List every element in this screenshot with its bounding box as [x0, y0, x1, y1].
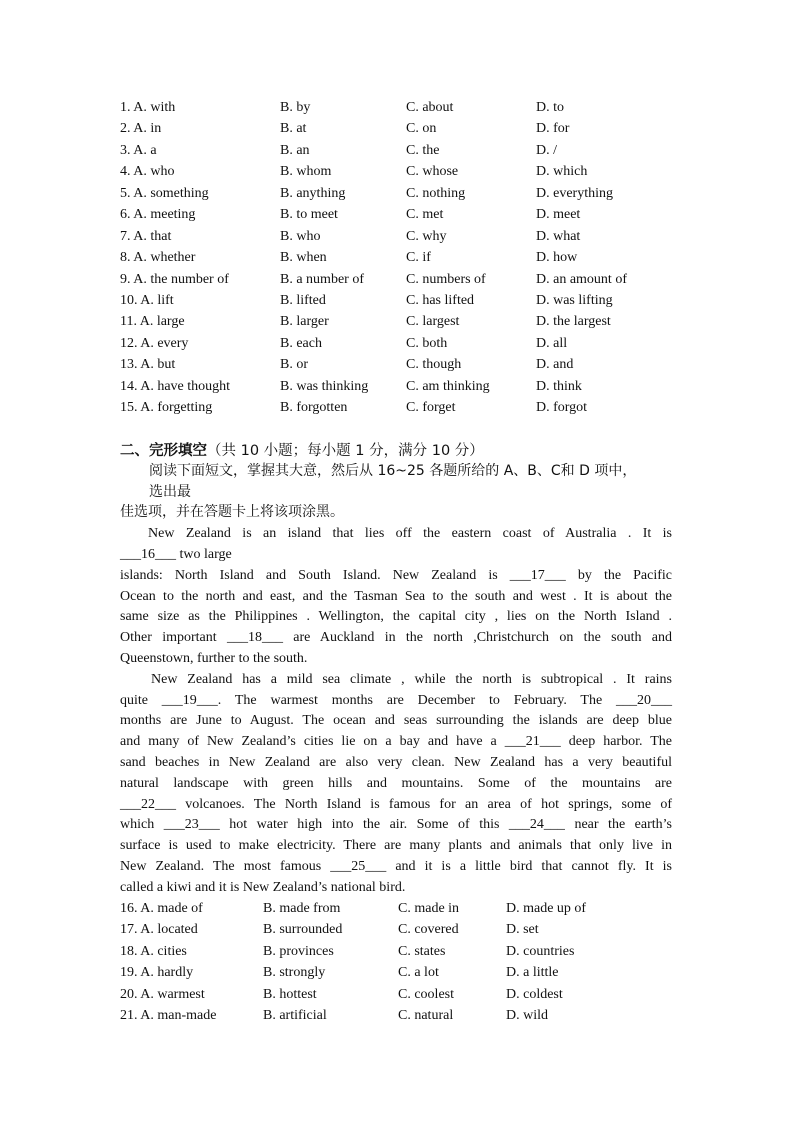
passage-line: months are June to August. The ocean and seas surrounding the islands are deep blue — [120, 713, 672, 728]
passage-line: surface is used to make electricity. There are many plants and animals that only live in — [120, 838, 672, 853]
option-c: C. if — [406, 250, 431, 265]
option-a: 17. A. located — [120, 922, 198, 937]
passage-line: Other important ___18___ are Auckland in the north ,Christchurch on the south and — [120, 630, 672, 645]
option-b: B. by — [280, 100, 311, 115]
option-b: B. strongly — [263, 965, 326, 980]
passage-line: ___16___ two large — [120, 547, 232, 562]
option-b: B. surrounded — [263, 922, 343, 937]
option-c: C. both — [406, 336, 448, 351]
option-a: 13. A. but — [120, 357, 176, 372]
option-a: 21. A. man-made — [120, 1008, 217, 1023]
option-d: D. for — [536, 121, 570, 136]
option-b: B. or — [280, 357, 308, 372]
passage-line: natural landscape with green hills and mountains. Some of the mountains are — [120, 776, 672, 791]
question-options-row — [120, 226, 680, 247]
option-b: B. at — [280, 121, 307, 136]
option-a: 10. A. lift — [120, 293, 174, 308]
question-options-row — [120, 97, 680, 118]
question-options-row — [120, 1005, 680, 1026]
passage-line: called a kiwi and it is New Zealand’s national bird. — [120, 880, 406, 895]
question-options-row — [120, 311, 680, 332]
passage-line: New Zealand has a mild sea climate , while the north is subtropical . It rains — [151, 672, 672, 687]
option-b: B. to meet — [280, 207, 338, 222]
question-options-row — [120, 919, 680, 940]
option-b: B. each — [280, 336, 322, 351]
passage-line: and many of New Zealand’s cities lie on a bay and have a ___21___ deep harbor. The — [120, 734, 672, 749]
option-d: D. think — [536, 379, 582, 394]
option-c: C. whose — [406, 164, 459, 179]
option-b: B. was thinking — [280, 379, 369, 394]
option-a: 7. A. that — [120, 229, 172, 244]
question-options-row — [120, 140, 680, 161]
option-a: 19. A. hardly — [120, 965, 194, 980]
option-d: D. coldest — [506, 987, 563, 1002]
option-d: D. set — [506, 922, 539, 937]
question-options-row — [120, 118, 680, 139]
option-a: 4. A. who — [120, 164, 175, 179]
option-c: C. has lifted — [406, 293, 475, 308]
option-a: 11. A. large — [120, 314, 185, 329]
option-c: C. made in — [398, 901, 460, 916]
option-c: C. nothing — [406, 186, 466, 201]
passage-line: New Zealand. The most famous ___25___ and it is a little bird that cannot fly. It is — [120, 859, 672, 874]
option-d: D. a little — [506, 965, 559, 980]
passage-line: Queenstown, further to the south. — [120, 651, 308, 666]
option-c: C. though — [406, 357, 462, 372]
question-options-row — [120, 397, 680, 418]
question-options-row — [120, 898, 680, 919]
option-d: D. the largest — [536, 314, 611, 329]
option-b: B. anything — [280, 186, 346, 201]
option-a: 16. A. made of — [120, 901, 203, 916]
option-b: B. lifted — [280, 293, 326, 308]
option-c: C. why — [406, 229, 447, 244]
passage-line: which ___23___ hot water high into the air. Some of this ___24___ near the earth’s — [120, 817, 672, 832]
option-d: D. made up of — [506, 901, 587, 916]
option-d: D. what — [536, 229, 581, 244]
option-d: D. everything — [536, 186, 613, 201]
option-a: 12. A. every — [120, 336, 189, 351]
question-options-row — [120, 290, 680, 311]
passage-line: islands: North Island and South Island. New Zealand is ___17___ by the Pacific — [120, 568, 672, 583]
option-c: C. forget — [406, 400, 456, 415]
option-b: B. when — [280, 250, 327, 265]
question-options-row — [120, 376, 680, 397]
option-a: 2. A. in — [120, 121, 162, 136]
option-a: 14. A. have thought — [120, 379, 231, 394]
option-d: D. wild — [506, 1008, 548, 1023]
option-d: D. / — [536, 143, 557, 158]
option-d: D. how — [536, 250, 578, 265]
option-b: B. artificial — [263, 1008, 327, 1023]
option-d: D. an amount of — [536, 272, 627, 287]
option-a: 18. A. cities — [120, 944, 187, 959]
section-heading — [120, 440, 484, 462]
option-c: C. a lot — [398, 965, 439, 980]
option-d: D. was lifting — [536, 293, 613, 308]
option-b: B. larger — [280, 314, 329, 329]
passage-line: New Zealand is an island that lies off the eastern coast of Australia . It is — [148, 526, 672, 541]
option-b: B. a number of — [280, 272, 364, 287]
instructions-line: 阅读下面短文，掌握其大意，然后从 16~25 各题所给的 A、B、C和 D 项中， — [149, 463, 637, 479]
option-a: 15. A. forgetting — [120, 400, 213, 415]
option-c: C. met — [406, 207, 444, 222]
option-a: 3. A. a — [120, 143, 157, 158]
question-options-row — [120, 161, 680, 182]
instructions-line: 佳选项，并在答题卡上将该项涂黑。 — [120, 504, 344, 520]
option-b: B. whom — [280, 164, 332, 179]
passage-line: quite ___19___. The warmest months are December to February. The ___20___ — [120, 693, 672, 708]
option-c: C. coolest — [398, 987, 454, 1002]
section-heading-note: （共 10 小题；每小题 1 分，满分 10 分） — [207, 443, 484, 459]
option-d: D. which — [536, 164, 588, 179]
passage-line: sand beaches in New Zealand are also very clean. New Zealand has a very beautiful — [120, 755, 672, 770]
question-options-row — [120, 333, 680, 354]
question-options-row — [120, 354, 680, 375]
option-c: C. the — [406, 143, 440, 158]
section-heading-title: 二、完形填空 — [120, 443, 207, 459]
option-c: C. states — [398, 944, 446, 959]
option-b: B. who — [280, 229, 321, 244]
option-a: 9. A. the number of — [120, 272, 229, 287]
option-a: 6. A. meeting — [120, 207, 196, 222]
question-options-row — [120, 183, 680, 204]
option-d: D. meet — [536, 207, 581, 222]
question-options-row — [120, 984, 680, 1005]
option-a: 5. A. something — [120, 186, 209, 201]
option-d: D. and — [536, 357, 574, 372]
option-c: C. numbers of — [406, 272, 486, 287]
question-options-row — [120, 962, 680, 983]
question-options-row — [120, 247, 680, 268]
passage-line: same size as the Philippines . Wellington, the capital city , lies on the North Island . — [120, 609, 672, 624]
instructions-line: 选出最 — [149, 484, 191, 500]
option-c: C. am thinking — [406, 379, 490, 394]
passage-line: Ocean to the north and east, and the Tasman Sea to the south and west . It is about the — [120, 589, 672, 604]
option-d: D. to — [536, 100, 564, 115]
option-c: C. natural — [398, 1008, 454, 1023]
option-d: D. countries — [506, 944, 575, 959]
option-c: C. covered — [398, 922, 459, 937]
option-c: C. largest — [406, 314, 460, 329]
question-options-row — [120, 269, 680, 290]
question-options-row — [120, 204, 680, 225]
option-a: 8. A. whether — [120, 250, 196, 265]
option-b: B. made from — [263, 901, 341, 916]
question-options-row — [120, 941, 680, 962]
option-a: 1. A. with — [120, 100, 176, 115]
passage-line: ___22___ volcanoes. The North Island is famous for an area of hot springs, some of — [120, 797, 672, 812]
option-d: D. all — [536, 336, 568, 351]
option-b: B. an — [280, 143, 310, 158]
option-a: 20. A. warmest — [120, 987, 205, 1002]
option-b: B. provinces — [263, 944, 334, 959]
option-b: B. forgotten — [280, 400, 348, 415]
option-c: C. on — [406, 121, 437, 136]
option-c: C. about — [406, 100, 454, 115]
option-b: B. hottest — [263, 987, 317, 1002]
option-d: D. forgot — [536, 400, 588, 415]
